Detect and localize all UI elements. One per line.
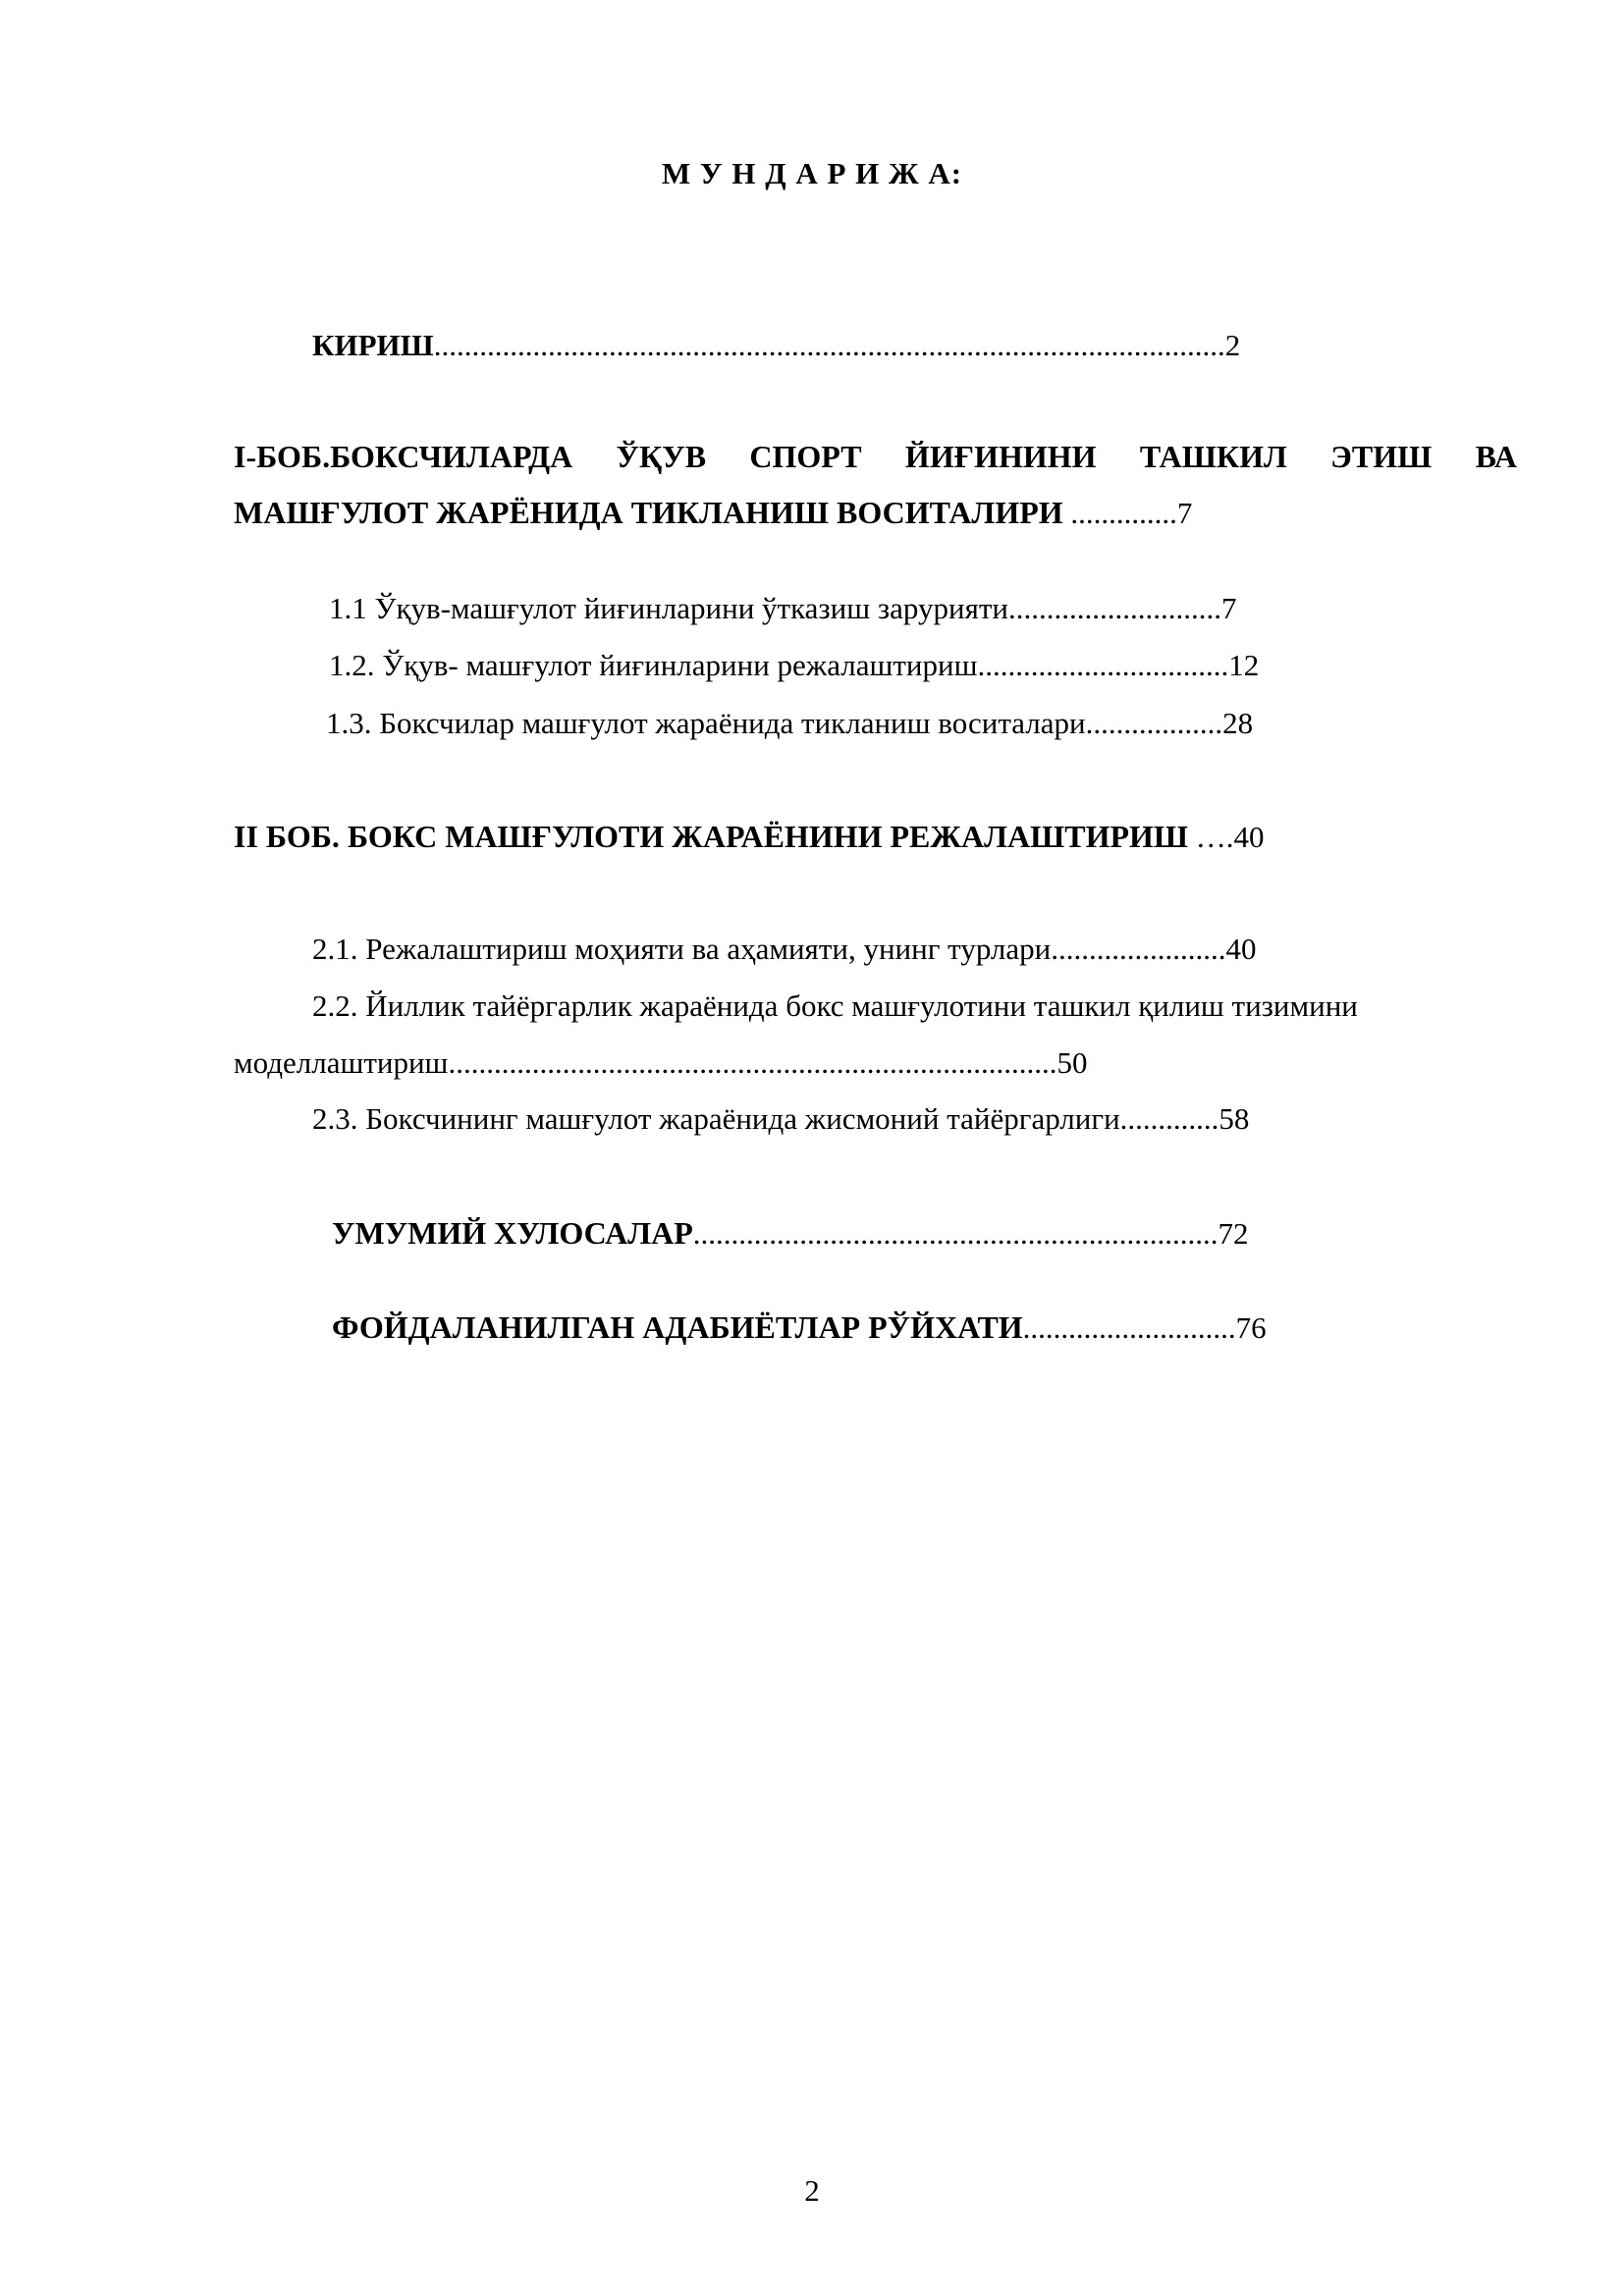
- toc-entry-label: моделлаштириш: [234, 1045, 449, 1080]
- toc-entry-page: 7: [1176, 496, 1193, 530]
- toc-entry-leader: ................................................................................: [448, 1045, 1057, 1080]
- toc-entry-leader: .............: [1119, 1101, 1219, 1136]
- toc-section-1-1: [329, 589, 1236, 628]
- toc-entry-leader: .......................: [1051, 932, 1226, 966]
- toc-title: М У Н Д А Р И Ж А:: [661, 156, 963, 190]
- toc-entry-page: 40: [1225, 932, 1257, 966]
- toc-entry-label: КИРИШ: [312, 328, 434, 362]
- toc-entry-page: 7: [1220, 591, 1237, 625]
- toc-entry-page: 12: [1228, 648, 1260, 682]
- toc-entry-page: 40: [1233, 820, 1265, 854]
- toc-entry-leader: .................................: [977, 648, 1229, 682]
- toc-entry-leader: ............................: [1022, 1310, 1236, 1345]
- toc-entry-leader: .....................................................................: [692, 1216, 1218, 1251]
- page-number: 2: [804, 2173, 820, 2208]
- toc-entry-label: 2.3. Боксчининг машғулот жараёнида жисмоний тайёргарлиги: [312, 1101, 1120, 1136]
- toc-entry-intro: [312, 326, 1240, 365]
- toc-entry-label: УМУМИЙ ХУЛОСАЛАР: [332, 1215, 693, 1251]
- toc-entry-leader: ….: [1188, 820, 1234, 854]
- toc-entry-page: 50: [1056, 1045, 1088, 1080]
- toc-entry-leader: ........................................................................................................: [433, 328, 1225, 362]
- toc-section-2-1: [312, 930, 1256, 969]
- toc-section-1-3: [326, 704, 1253, 743]
- toc-entry-references: [332, 1308, 1267, 1348]
- toc-entry-page: 58: [1218, 1101, 1250, 1136]
- toc-section-2-2-line-1: 2.2. Йиллик тайёргарлик жараёнида бокс машғулотини ташкил қилиш тизимини: [312, 988, 1358, 1023]
- toc-entry-label: 1.1 Ўқув-машғулот йиғинларини ўтказиш зарурияти: [329, 591, 1008, 625]
- toc-entry-conclusions: [332, 1213, 1249, 1254]
- toc-entry-leader: ..................: [1085, 706, 1223, 740]
- toc-chapter-1-line-2: [234, 493, 1192, 533]
- toc-entry-page: 28: [1222, 706, 1254, 740]
- toc-section-2-3: [312, 1099, 1249, 1139]
- toc-section-2-2-line-2: [234, 1043, 1087, 1083]
- toc-entry-page: 2: [1224, 328, 1241, 362]
- toc-entry-label: МАШҒУЛОТ ЖАРЁНИДА ТИКЛАНИШ ВОСИТАЛИРИ: [234, 495, 1063, 530]
- toc-entry-page: 72: [1218, 1216, 1249, 1251]
- toc-entry-label: 2.1. Режалаштириш моҳияти ва аҳамияти, унинг турлари: [312, 932, 1052, 966]
- toc-entry-leader: ..............: [1062, 496, 1177, 530]
- toc-entry-label: ФОЙДАЛАНИЛГАН АДАБИЁТЛАР РЎЙХАТИ: [332, 1309, 1023, 1345]
- toc-entry-page: 76: [1235, 1310, 1267, 1345]
- toc-section-1-2: [329, 646, 1259, 685]
- toc-entry-label: 1.2. Ўқув- машғулот йиғинларини режалаштириш: [329, 648, 978, 682]
- toc-chapter-1-line-1: I-БОБ.БОКСЧИЛАРДА ЎҚУВ СПОРТ ЙИҒИНИНИ ТАШКИЛ ЭТИШ ВА: [234, 439, 1517, 474]
- toc-chapter-2: [234, 817, 1265, 857]
- toc-entry-leader: ............................: [1007, 591, 1221, 625]
- toc-entry-label: 1.3. Боксчилар машғулот жараёнида тикланиш воситалари: [326, 706, 1086, 740]
- toc-entry-label: II БОБ. БОКС МАШҒУЛОТИ ЖАРАЁНИНИ РЕЖАЛАШТИРИШ: [234, 819, 1189, 854]
